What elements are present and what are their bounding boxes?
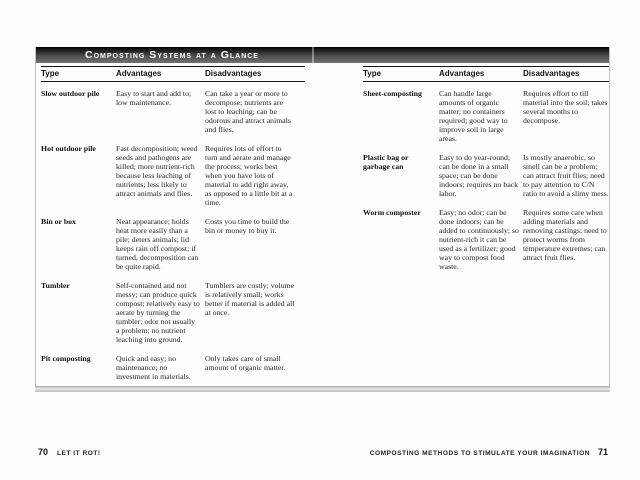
column-header-advantages: Advantages	[439, 69, 485, 78]
table-title-bar	[36, 47, 609, 63]
table-row	[41, 281, 305, 344]
row-disadvantages: Costs you time to build the bin or money to buy it.	[205, 217, 290, 235]
table-row	[41, 217, 305, 271]
table-row	[363, 153, 609, 198]
row-type: Bin or box	[41, 217, 76, 226]
row-type: Pit composting	[41, 354, 91, 363]
right-table-body	[363, 89, 609, 271]
table-title: Composting Systems at a Glance	[85, 49, 259, 61]
left-page-table	[41, 63, 305, 391]
table-row	[41, 354, 305, 381]
row-disadvantages: Tumblers are costly; volume is relatively small; works better if material is added all at once.	[205, 281, 295, 317]
table-header-row	[41, 66, 305, 82]
row-disadvantages: Only takes care of small amount of organic matter.	[205, 354, 286, 372]
row-disadvantages: Requires some care when adding materials and removing castings; need to protect worms from temperature extremes; can attract fruit flies.	[523, 208, 607, 262]
column-header-disadvantages: Disadvantages	[205, 69, 262, 78]
page-number-left: 70	[38, 447, 49, 457]
column-header-advantages: Advantages	[116, 69, 162, 78]
row-advantages: Can handle large amounts of organic matter; no containers required; good way to improve soil in large areas.	[439, 89, 508, 143]
book-title: LET IT ROT!	[57, 450, 101, 457]
row-type: Worm composter	[363, 208, 421, 217]
row-type: Hot outdoor pile	[41, 144, 96, 153]
row-advantages: Self-contained and not messy; can produce quick compost; relatively easy to aerate by turning the tumbler; odor not usually a problem; no nutrient leaching into ground.	[116, 281, 200, 344]
row-advantages: Fast decomposition; weed seeds and pathogens are killed; more nutrient-rich because less leaching of nutrients; less likely to attract animals and flies.	[116, 144, 198, 198]
column-header-type: Type	[363, 69, 382, 78]
page-gutter-line	[312, 47, 314, 63]
row-advantages: Easy to do year-round; can be done in a small space; can be done indoors; requires no back labor.	[439, 153, 519, 198]
table-header-row	[363, 66, 609, 82]
footer-right	[370, 447, 608, 457]
row-type: Tumbler	[41, 281, 70, 290]
left-table-body	[41, 89, 305, 381]
row-advantages: Easy to start and add to; low maintenance.	[116, 89, 192, 107]
row-advantages: Neat appearance; holds heat more easily than a pile; deters animals; lid keeps rain off compost; if turned, decomposition can be quite rapid.	[116, 217, 199, 271]
row-type: Plastic bag or garbage can	[363, 153, 409, 171]
page-number-right: 71	[597, 447, 608, 457]
row-type: Slow outdoor pile	[41, 89, 100, 98]
glance-table-box	[35, 47, 610, 392]
column-header-disadvantages: Disadvantages	[523, 69, 580, 78]
right-page-table	[363, 63, 609, 281]
bottom-rule-bar	[35, 386, 610, 392]
row-disadvantages: Requires effort to till material into the soil; takes several months to decompose.	[523, 89, 608, 125]
table-row	[41, 144, 305, 207]
table-row	[41, 89, 305, 134]
row-type: Sheet-composting	[363, 89, 422, 98]
row-disadvantages: Can take a year or more to decompose; nutrients are lost to leaching; can be odorous and attract animals and flies.	[205, 89, 291, 134]
column-header-type: Type	[41, 69, 60, 78]
footer-left	[38, 447, 101, 457]
chapter-title: COMPOSTING METHODS TO STIMULATE YOUR IMAGINATION	[369, 450, 590, 457]
row-disadvantages: Is mostly anaerobic, so smell can be a problem; can attract fruit flies; need to pay attention to C/N ratio to avoid a slimy mess.	[523, 153, 609, 198]
row-advantages: Quick and easy; no maintenance; no investment in materials.	[116, 354, 191, 381]
row-disadvantages: Requires lots of effort to turn and aerate and manage the process; works best when you have lots of material to add right away, as opposed to a little bit at a time.	[205, 144, 293, 207]
table-row	[363, 89, 609, 143]
row-advantages: Easy; no odor; can be done indoors; can be added to continuously; so nutrient-rich it can be used as a fertilizer; good way to compost food waste.	[439, 208, 519, 271]
table-row	[363, 208, 609, 271]
